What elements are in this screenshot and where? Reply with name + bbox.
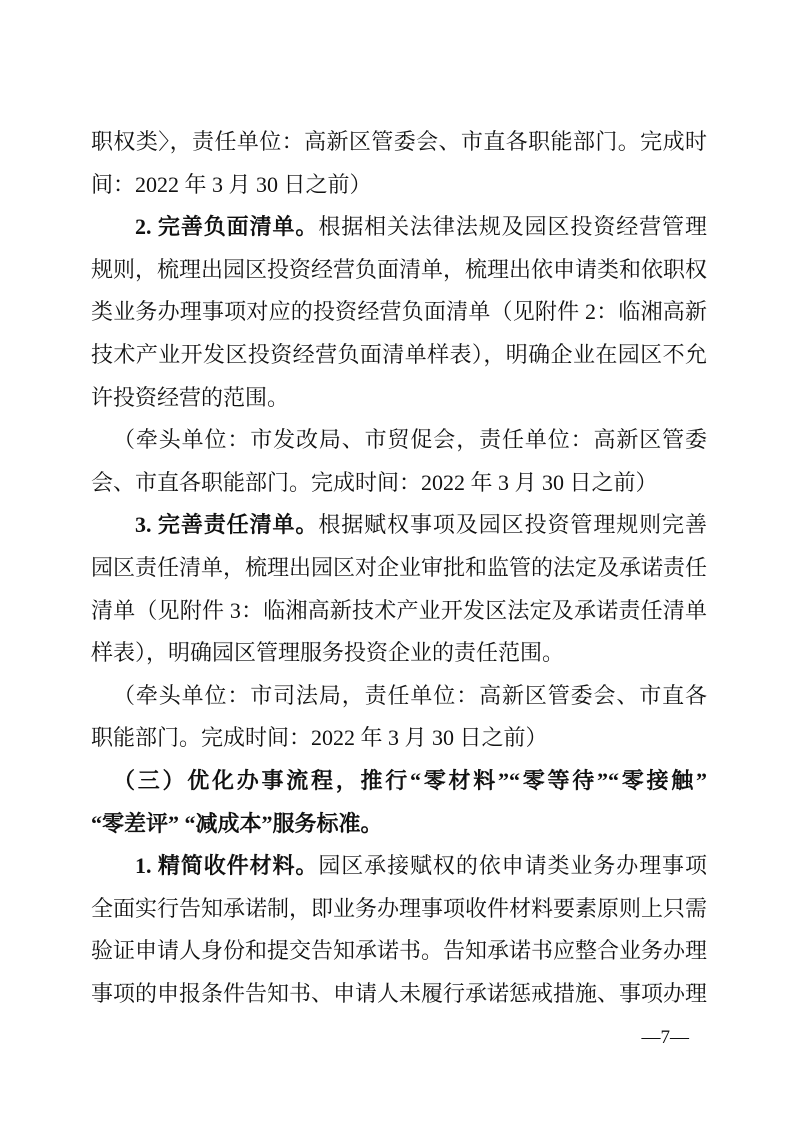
- body-text: 验证申请人身份和提交告知承诺书。告知承诺书应整合业务办理: [91, 938, 708, 964]
- text-line: [91, 164, 707, 207]
- text-line: [91, 419, 707, 462]
- text-line: [91, 377, 707, 420]
- document-body: [91, 121, 707, 1015]
- emphasis-text: 2. 完善负面清单。: [135, 214, 319, 240]
- body-text: 类业务办理事项对应的投资经营负面清单（见附件 2：临湘高新: [91, 299, 707, 325]
- page-number: —7—: [641, 1027, 689, 1048]
- text-line: [91, 760, 707, 803]
- body-text: 职能部门。完成时间：2022 年 3 月 30 日之前）: [91, 725, 548, 751]
- text-line: [91, 590, 707, 633]
- body-text: 许投资经营的范围。: [91, 384, 290, 410]
- body-text: （牵头单位：市司法局，责任单位：高新区管委会、市直各: [113, 682, 707, 708]
- text-line: [91, 504, 707, 547]
- body-text: 园区承接赋权的依申请类业务办理事项: [318, 853, 707, 879]
- body-text: 全面实行告知承诺制，即业务办理事项收件材料要素原则上只需: [91, 895, 708, 921]
- text-line: [91, 632, 707, 675]
- emphasis-text: 3. 完善责任清单。: [135, 512, 319, 538]
- text-line: [91, 717, 707, 760]
- body-text: 职权类〉，责任单位：高新区管委会、市直各职能部门。完成时: [91, 129, 707, 154]
- text-line: [91, 803, 707, 846]
- text-line: [91, 291, 707, 334]
- text-line: [91, 206, 707, 249]
- text-line: [91, 888, 707, 931]
- body-text: 会、市直各职能部门。完成时间：2022 年 3 月 30 日之前）: [91, 469, 658, 495]
- body-text: （牵头单位：市发改局、市贸促会，责任单位：高新区管委: [113, 427, 707, 453]
- text-line: [91, 462, 707, 505]
- emphasis-text: （三）优化办事流程，推行“零材料”“零等待”“零接触”: [113, 767, 707, 793]
- text-line: [91, 675, 707, 718]
- body-text: 规则，梳理出园区投资经营负面清单，梳理出依申请类和依职权: [91, 256, 708, 282]
- body-text: 根据赋权事项及园区投资管理规则完善: [318, 512, 707, 538]
- text-line: [91, 334, 707, 377]
- body-text: 根据相关法律法规及园区投资经营管理: [318, 214, 707, 240]
- body-text: 间：2022 年 3 月 30 日之前）: [91, 171, 372, 197]
- text-line: [91, 845, 707, 888]
- emphasis-text: 1. 精简收件材料。: [135, 853, 319, 879]
- body-text: 清单（见附件 3：临湘高新技术产业开发区法定及承诺责任清单: [91, 597, 707, 623]
- body-text: 事项的申报条件告知书、申请人未履行承诺惩戒措施、事项办理: [91, 980, 708, 1006]
- text-line: [91, 547, 707, 590]
- text-line: [91, 249, 707, 292]
- text-line: [91, 121, 707, 164]
- body-text: 园区责任清单，梳理出园区对企业审批和监管的法定及承诺责任: [91, 554, 708, 580]
- body-text: 技术产业开发区投资经营负面清单样表），明确企业在园区不允: [91, 341, 707, 367]
- text-line: [91, 930, 707, 973]
- body-text: 样表），明确园区管理服务投资企业的责任范围。: [91, 640, 565, 666]
- text-line: [91, 973, 707, 1016]
- emphasis-text: “零差评” “减成本”服务标准。: [91, 810, 383, 836]
